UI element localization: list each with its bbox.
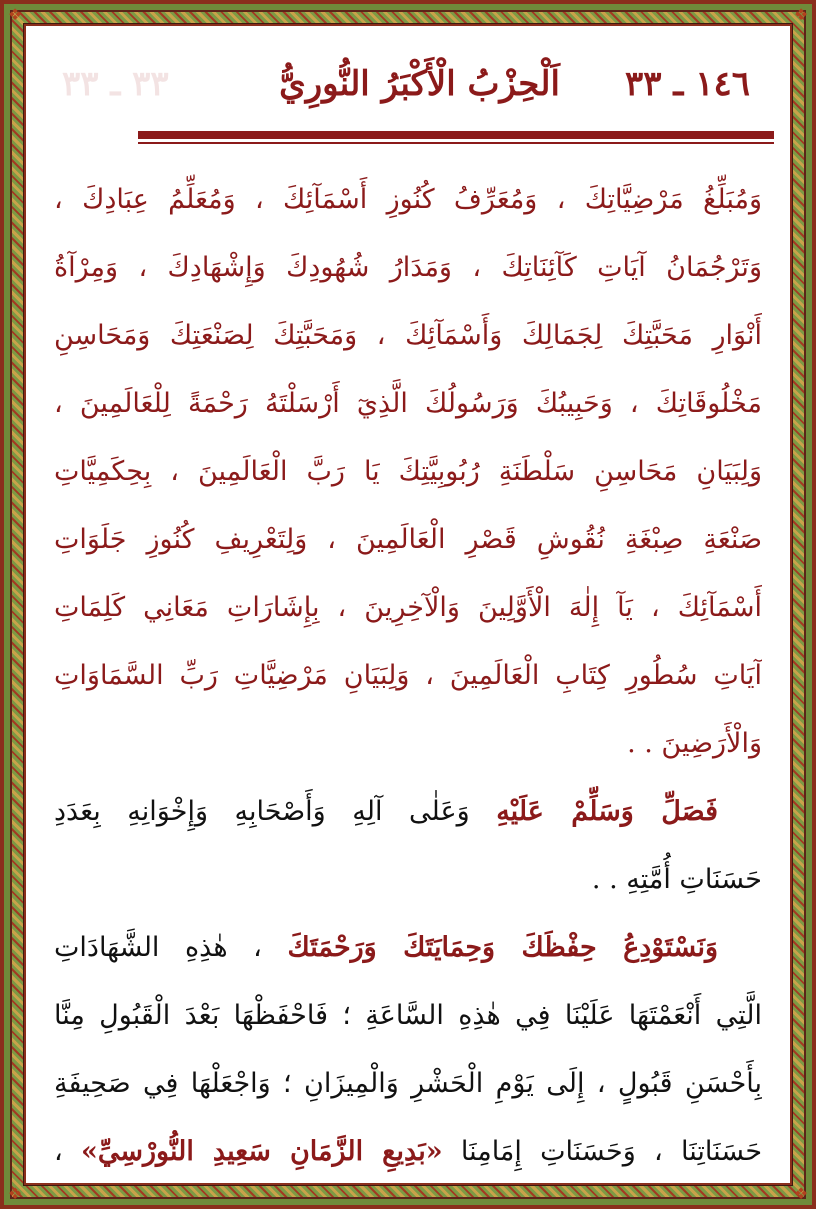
header-rule-thick [138, 131, 774, 139]
page-number: ١٤٦ ـ ٣٣ [625, 64, 750, 104]
text-line: مَخْلُوقَاتِكَ ، وَحَبِيبُكَ وَرَسُولُكَ الَّذِيٓ أَرْسَلْتَهُ رَحْمَةً لِلْعَالَمِينَ ، [54, 388, 762, 419]
text-line: وَلِبَيَانِ مَحَاسِنِ سَلْطَنَةِ رُبُوبِيَّتِكَ يَا رَبَّ الْعَالَمِينَ ، بِحِكَمِيَّاتِ [54, 456, 762, 487]
text-line: وَتَرْجُمَانُ آيَاتِ كَآئِنَاتِكَ ، وَمَدَارُ شُهُودِكَ وَإِشْهَادِكَ ، وَمِرْآةُ [54, 252, 762, 283]
text-line: صَنْعَةِ صِبْغَةِ نُقُوشِ قَصْرِ الْعَالَمِينَ ، وَلِتَعْرِيفِ كُنُوزِ جَلَوَاتِ [54, 524, 762, 555]
author-name: «بَدِيعِ الزَّمَانِ سَعِيدِ النُّورْسِيِّ» [80, 1136, 443, 1167]
text-line: أَسْمَآئِكَ ، يَآ إِلٰهَ الْأَوَّلِينَ وَالْآخِرِينَ ، بِإِشَارَاتِ مَعَانِي كَلِمَاتِ [54, 592, 762, 623]
corner-ornament-icon: ❖ [793, 5, 809, 24]
text-line: أَنْوَارِ مَحَبَّتِكَ لِجَمَالِكَ وَأَسْمَآئِكَ ، وَمَحَبَّتِكَ لِصَنْعَتِكَ وَمَحَاسِنِ [54, 320, 762, 351]
header-rule-thin [138, 142, 774, 144]
body-text [54, 166, 762, 1186]
closing-line [54, 914, 762, 982]
text-line: بِأَحْسَنِ قَبُولٍ ، إِلَى يَوْمِ الْحَشْرِ وَالْمِيزَانِ ؛ وَاجْعَلْهَا فِي صَحِيفَةِ [54, 1068, 762, 1099]
salawat-red: فَصَلِّ وَسَلِّمْ عَلَيْهِ [496, 796, 718, 827]
salawat-line [54, 778, 762, 846]
corner-ornament-icon: ❖ [7, 5, 23, 24]
corner-ornament-icon: ❖ [7, 1184, 23, 1203]
text-line: وَمُبَلِّغُ مَرْضِيَّاتِكَ ، وَمُعَرِّفُ كُنُوزِ أَسْمَآئِكَ ، وَمُعَلِّمُ عِبَادِكَ ، [54, 184, 762, 215]
text-line: الَّتِي أَنْعَمْتَهَا عَلَيْنَا فِي هٰذِهِ السَّاعَةِ ؛ فَاحْفَظْهَا بَعْدَ الْقَبُولِ مِنَّا [54, 1000, 762, 1031]
page-header [26, 64, 790, 124]
closing-red: وَنَسْتَوْدِعُ حِفْظَكَ وَحِمَايَتَكَ وَرَحْمَتَكَ [287, 932, 718, 963]
closing-end: ، [54, 1136, 81, 1167]
text-line: وَالْأَرَضِينَ . . [627, 728, 762, 759]
closing-rest: ، هٰذِهِ الشَّهَادَاتِ [54, 932, 288, 963]
page [26, 26, 790, 1183]
corner-ornament-icon: ❖ [793, 1184, 809, 1203]
closing-last-line [54, 1118, 762, 1186]
text-line: آيَاتِ سُطُورِ كِتَابِ الْعَالَمِينَ ، وَلِبَيَانِ مَرْضِيَّاتِ رَبِّ السَّمَاوَاتِ [54, 660, 762, 691]
text-line: حَسَنَاتِ أُمَّتِهِ . . [591, 864, 762, 895]
salawat-rest: وَعَلٰى آلِهِ وَأَصْحَابِهِ وَإِخْوَانِهِ بِعَدَدِ [54, 796, 497, 827]
page-title: اَلْحِزْبُ الْأَكْبَرُ النُّورِيُّ [279, 64, 560, 104]
faint-page-number: ٣٣ ـ ٣٣ [62, 64, 169, 104]
closing-plain: حَسَنَاتِنَا ، وَحَسَنَاتِ إِمَامِنَا [442, 1136, 762, 1167]
